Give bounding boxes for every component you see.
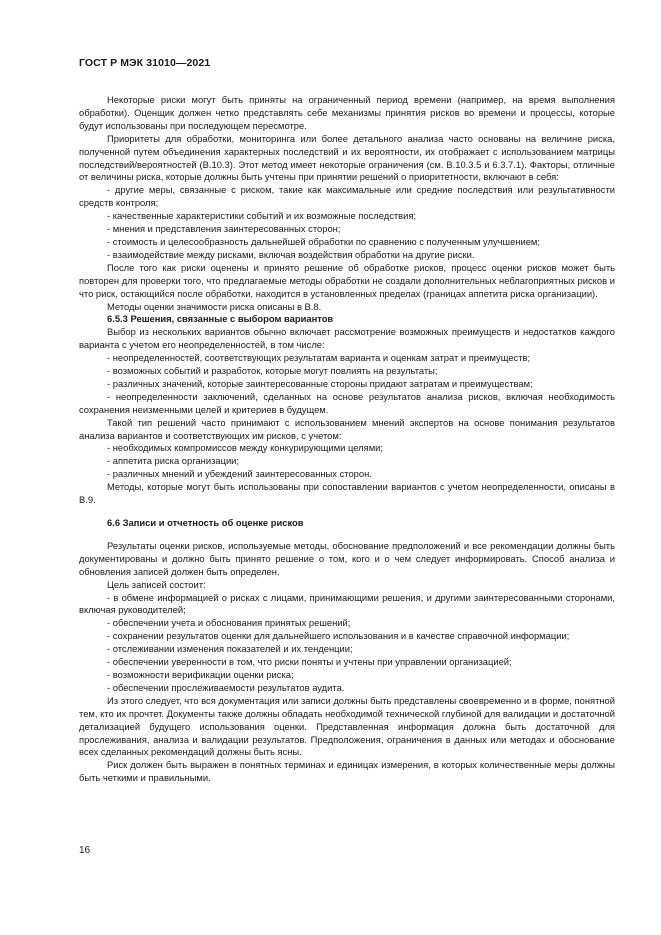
list-item: - возможных событий и разработок, которые могут повлиять на результаты;	[107, 365, 438, 377]
section-heading: 6.6 Записи и отчетность об оценке рисков	[107, 517, 304, 528]
list-item: - мнения и представления заинтересованных сторон;	[107, 223, 341, 235]
paragraph: Риск должен быть выражен в понятных терминах и единицах измерения, в которых количественные меры должны быть четкими и правильными.	[79, 759, 615, 784]
list-item: - качественные характеристики событий и их возможные последствия;	[107, 210, 417, 222]
list-item: - обеспечении учета и обоснования принятых решений;	[107, 617, 351, 629]
page-number: 16	[79, 845, 91, 856]
paragraph: После того как риски оценены и принято решение об обработке рисков, процесс оценки рисков может быть повторен для проверки того, что предлагаемые методы обработки не создали дополнительных неблагоприятных рисков и что риск, остающийся после обработки, находится в установленных пределах (границах аппетита риска организации).	[79, 261, 615, 299]
paragraph: Приоритеты для обработки, мониторинга или более детального анализа часто основаны на величине риска, полученной путем объединения характерных последствий и их вероятности, их отображает с использованием матрицы последствий/вероятностей (В.10.3). Этот метод имеет некоторые ограничения (см. В.10.3.5 и 6.3.7.1). Факторы, отличные от величины риска, которые должны быть учтены при принятии решений о приоритетности, включают в себя:	[79, 132, 615, 183]
list-item: - неопределенности заключений, сделанных на основе результатов анализа рисков, включая необходимость сохранения неизменными целей и критериев в будущем.	[79, 390, 615, 415]
paragraph: Цель записей состоит:	[107, 578, 206, 590]
list-item: - различных значений, которые заинтересованные стороны придают затратам и преимуществам;	[107, 377, 533, 389]
list-item: - в обмене информацией о рисках с лицами, принимающими решения, и другими заинтересованными сторонами, включая руководителей;	[79, 591, 615, 616]
list-item: - различных мнений и убеждений заинтересованных сторон.	[107, 468, 372, 480]
paragraph: Выбор из нескольких вариантов обычно включает рассмотрение возможных преимуществ и недостатков каждого варианта с учетом его неопределенностей, в том числе:	[79, 326, 615, 351]
list-item: - обеспечении прослеживаемости результатов аудита.	[107, 681, 345, 693]
paragraph: Некоторые риски могут быть приняты на ограниченный период времени (например, на время выполнения обработки). Оценщик должен четко представлять себе механизмы принятия рисков во времени и процессы, которые будут использованы при последующем пересмотре.	[79, 94, 615, 131]
paragraph: Такой тип решений часто принимают с использованием мнений экспертов на основе понимания результатов анализа вариантов и соответствующих им рисков, с учетом:	[79, 416, 615, 441]
paragraph: Методы оценки значимости риска описаны в В.8.	[107, 300, 322, 312]
document-body	[79, 94, 615, 785]
list-item: - аппетита риска организации;	[107, 455, 240, 467]
list-item: - другие меры, связанные с риском, такие как максимальные или средние последствия или результативности средств контроля;	[79, 184, 615, 209]
list-item: - обеспечении уверенности в том, что риски поняты и учтены при управлении организацией;	[107, 656, 512, 668]
page-header: ГОСТ Р МЭК 31010—2021	[79, 57, 211, 69]
section-heading: 6.5.3 Решения, связанные с выбором вариантов	[107, 313, 334, 325]
list-item: - сохранении результатов оценки для дальнейшего использования и в качестве справочной информации;	[107, 630, 570, 642]
list-item: - возможности верификации оценки риска;	[107, 668, 294, 680]
paragraph: Методы, которые могут быть использованы при сопоставлении вариантов с учетом неопределенности, описаны в В.9.	[79, 481, 615, 506]
list-item: - неопределенностей, соответствующих результатам варианта и оценкам затрат и преимуществ;	[107, 352, 531, 364]
paragraph: Результаты оценки рисков, используемые методы, обоснование предположений и все рекомендации должны быть документированы и должно быть принято решение о том, кого и о чем следует информировать. Способ анализа и обновления записей должен быть определен.	[79, 539, 615, 577]
list-item: - стоимость и целесообразность дальнейшей обработки по сравнению с полученным улучшением;	[107, 235, 540, 247]
list-item: - отслеживании изменения показателей и их тенденции;	[107, 643, 353, 655]
list-item: - взаимодействие между рисками, включая воздействия обработки на другие риски.	[107, 248, 475, 260]
paragraph: Из этого следует, что вся документация или записи должны быть представлены своевременно и в форме, понятной тем, кто их прочтет. Документы также должны обладать необходимой технической глубиной для валидации и достаточной детализацией будущего использования оценки. Представленная информация должна быть достаточной для прослеживания, анализа и валидации результатов. Предположения, ограничения в данных или методах и обоснование всех сделанных рекомендаций должны быть ясны.	[79, 694, 615, 758]
list-item: - необходимых компромиссов между конкурирующими целями;	[107, 442, 383, 454]
